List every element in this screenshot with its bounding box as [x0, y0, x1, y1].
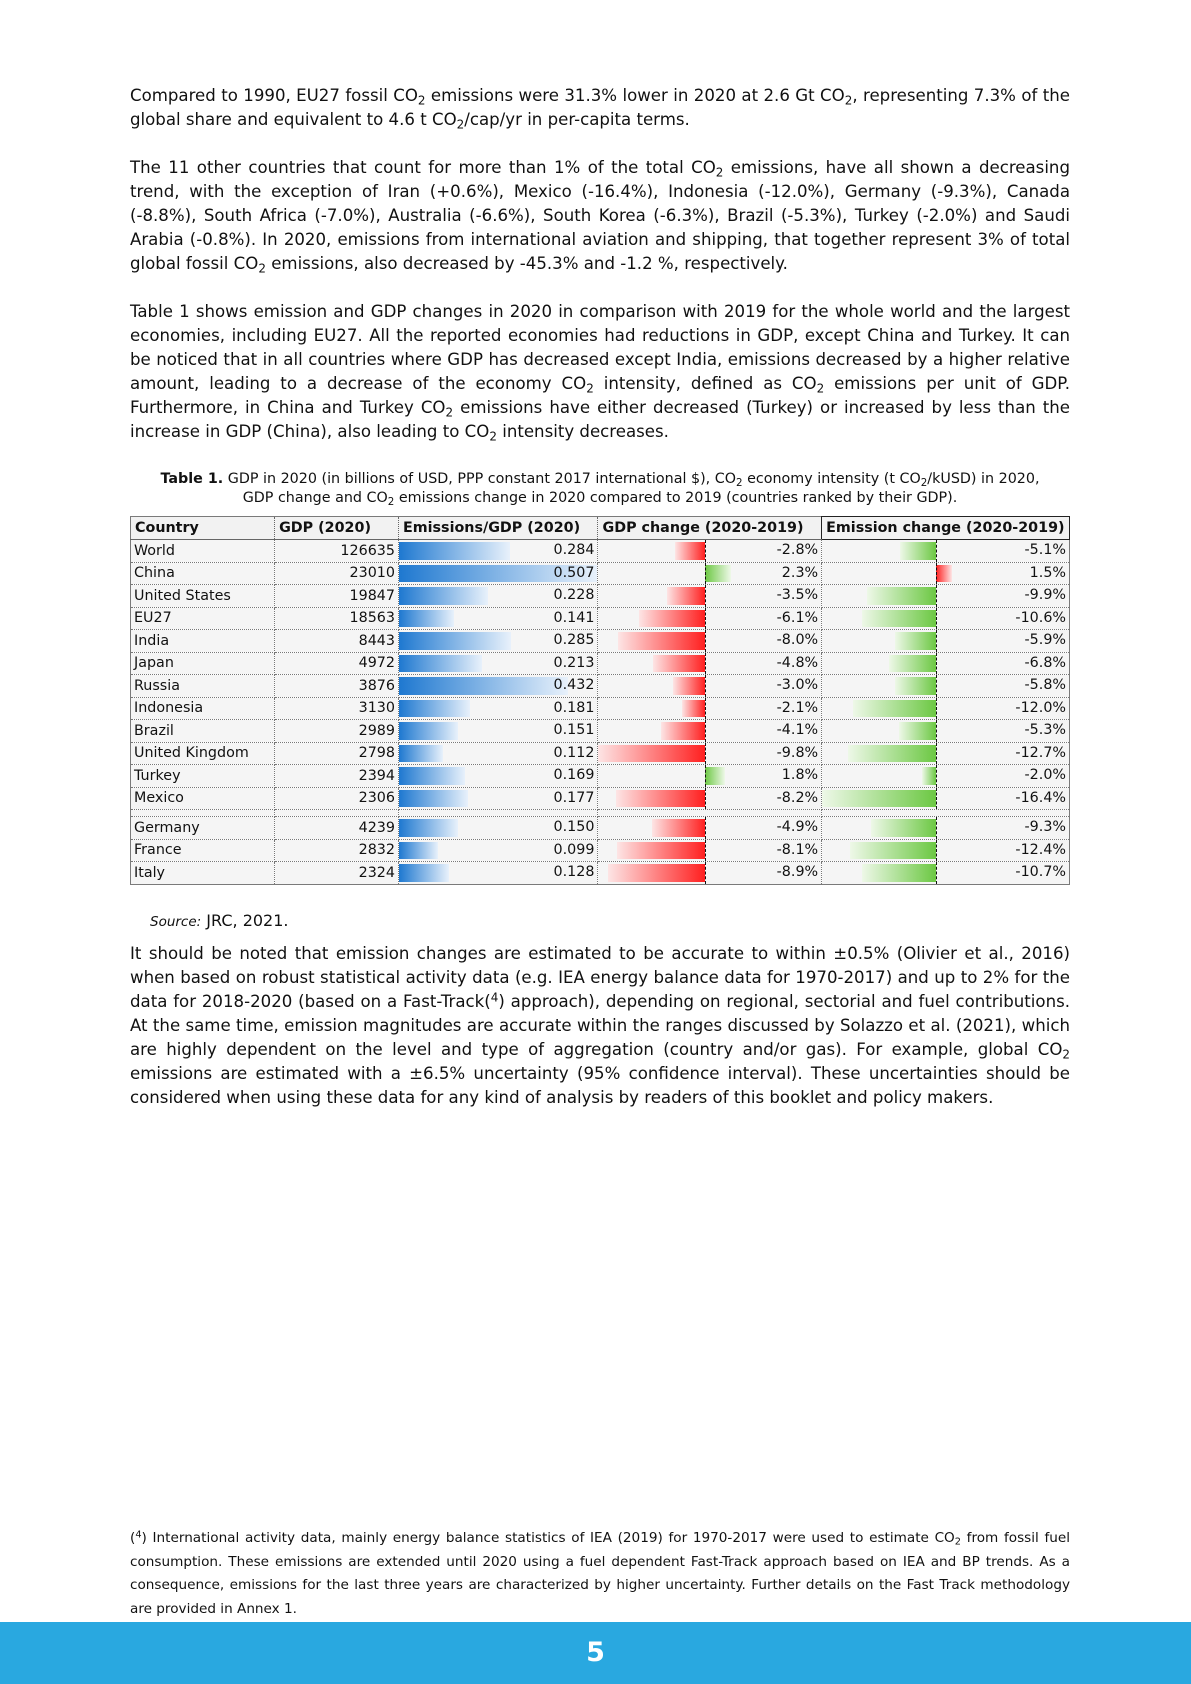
paragraph-2: The 11 other countries that count for more than 1% of the total $CO_2$ emissions, have all shown a decreasing trend, with the exception of Iran (+0.6%), Mexico (-16.4%), Indonesia (-12.0%), Germany (-9.3%), Canada (-8.8%), South Africa (-7.0%), Australia (-6.6%), South Korea (-6.3%), Brazil (-5.3%), Turkey (-2.0%) and Saudi Arabia (-0.8%). In 2020, emissions from international aviation and shipping, that together represent 3% of total global fossil $CO_2$ emissions, also decreased by -45.3% and -1.2 %, respectively.: [130, 158, 1070, 276]
header-gdp: GDP (2020): [275, 517, 399, 540]
cell-gdp: 23010: [275, 562, 399, 585]
table-header-row: [131, 517, 1070, 540]
table-row: [131, 787, 1070, 810]
cell-emission-change: [822, 720, 1070, 743]
cell-gdp-change: [598, 720, 822, 743]
table-row: [131, 585, 1070, 608]
page-number: 5: [586, 1637, 605, 1668]
cell-country: United Kingdom: [131, 742, 275, 765]
cell-country: United States: [131, 585, 275, 608]
header-gdp-change: GDP change (2020-2019): [598, 517, 822, 540]
cell-intensity: [398, 787, 597, 810]
intensity-value: 0.432: [553, 677, 595, 694]
cell-intensity: [398, 585, 597, 608]
cell-emission-change: [822, 742, 1070, 765]
cell-intensity: [398, 839, 597, 862]
cell-gdp-change: [598, 585, 822, 608]
cell-gdp-change: [598, 540, 822, 563]
gdp-change-value: 1.8%: [781, 767, 819, 784]
cell-intensity: [398, 817, 597, 840]
intensity-value: 0.177: [553, 789, 595, 806]
cell-intensity: [398, 742, 597, 765]
gdp-change-value: -4.8%: [776, 654, 819, 671]
cell-gdp-change: [598, 630, 822, 653]
intensity-value: 0.112: [553, 744, 595, 761]
cell-intensity: [398, 675, 597, 698]
emission-change-value: -6.8%: [1024, 654, 1066, 671]
cell-country: Russia: [131, 675, 275, 698]
table-row: [131, 675, 1070, 698]
cell-intensity: [398, 697, 597, 720]
cell-gdp: 3876: [275, 675, 399, 698]
emission-change-value: -16.4%: [1015, 789, 1066, 806]
emission-change-value: -2.0%: [1024, 767, 1066, 784]
emission-change-value: -5.9%: [1024, 632, 1066, 649]
intensity-value: 0.181: [553, 699, 595, 716]
cell-gdp-change: [598, 839, 822, 862]
intensity-value: 0.284: [553, 542, 595, 559]
cell-gdp-change: [598, 562, 822, 585]
cell-country: Italy: [131, 862, 275, 885]
emission-change-value: -10.6%: [1015, 609, 1066, 626]
cell-gdp: 2832: [275, 839, 399, 862]
cell-emission-change: [822, 585, 1070, 608]
cell-country: Indonesia: [131, 697, 275, 720]
cell-gdp: 18563: [275, 607, 399, 630]
cell-gdp-change: [598, 675, 822, 698]
intensity-value: 0.150: [553, 819, 595, 836]
cell-country: France: [131, 839, 275, 862]
page-content: [130, 84, 1070, 1134]
cell-intensity: [398, 652, 597, 675]
cell-emission-change: [822, 540, 1070, 563]
table-source: Source: JRC, 2021.: [150, 910, 289, 930]
cell-country: World: [131, 540, 275, 563]
cell-country: EU27: [131, 607, 275, 630]
table-row: [131, 630, 1070, 653]
table-row: [131, 765, 1070, 788]
gdp-change-value: -8.0%: [776, 632, 819, 649]
emission-change-value: -12.7%: [1015, 744, 1066, 761]
cell-country: Brazil: [131, 720, 275, 743]
cell-gdp: 2324: [275, 862, 399, 885]
emission-change-value: 1.5%: [1029, 564, 1066, 581]
emission-change-value: -10.7%: [1015, 864, 1066, 881]
table-row: [131, 652, 1070, 675]
gdp-change-value: -2.1%: [776, 699, 819, 716]
header-country: Country: [131, 517, 275, 540]
cell-gdp: 2798: [275, 742, 399, 765]
intensity-value: 0.151: [553, 722, 595, 739]
table-row: [131, 817, 1070, 840]
cell-emission-change: [822, 562, 1070, 585]
gdp-change-value: -6.1%: [776, 609, 819, 626]
cell-emission-change: [822, 697, 1070, 720]
cell-emission-change: [822, 652, 1070, 675]
cell-intensity: [398, 765, 597, 788]
gdp-change-value: -9.8%: [776, 744, 819, 761]
table-row: [131, 742, 1070, 765]
footnote: ($^4$) International activity data, mainly energy balance statistics of IEA (2019) for 1970-2017 were used to estimate $CO_2$ from fossil fuel consumption. These emissions are extended until 2020 using a fuel dependent Fast-Track approach based on IEA and BP trends. As a consequence, emissions for the last three years are characterized by higher uncertainty. Further details on the Fast Track methodology are provided in Annex 1.: [130, 1529, 1071, 1617]
cell-emission-change: [822, 607, 1070, 630]
cell-emission-change: [822, 787, 1070, 810]
emission-change-value: -9.3%: [1024, 819, 1066, 836]
cell-gdp-change: [598, 787, 822, 810]
cell-gdp: 2306: [275, 787, 399, 810]
cell-country: Japan: [131, 652, 275, 675]
gdp-change-value: 2.3%: [781, 564, 819, 581]
cell-country: India: [131, 630, 275, 653]
intensity-value: 0.128: [553, 864, 595, 881]
emission-change-value: -9.9%: [1024, 587, 1066, 604]
intensity-value: 0.213: [553, 654, 595, 671]
cell-gdp-change: [598, 607, 822, 630]
emission-change-value: -5.3%: [1024, 722, 1066, 739]
emission-change-value: -12.4%: [1015, 841, 1066, 858]
header-emission-change: Emission change (2020-2019): [822, 517, 1070, 540]
table-caption: Table 1. GDP in 2020 (in billions of USD, PPP constant 2017 international $), $CO_2$ economy intensity (t $CO_2/kUSD$) in 2020, GDP change and $CO_2$ emissions change in 2020 compared to 2019 (countries ranked by their GDP).: [160, 471, 1040, 508]
cell-gdp: 4239: [275, 817, 399, 840]
cell-intensity: [398, 607, 597, 630]
cell-gdp-change: [598, 817, 822, 840]
gdp-change-value: -4.1%: [776, 722, 819, 739]
cell-emission-change: [822, 839, 1070, 862]
cell-emission-change: [822, 675, 1070, 698]
cell-intensity: [398, 720, 597, 743]
cell-intensity: [398, 630, 597, 653]
cell-gdp-change: [598, 765, 822, 788]
gdp-change-value: -4.9%: [776, 819, 819, 836]
cell-emission-change: [822, 862, 1070, 885]
cell-gdp-change: [598, 742, 822, 765]
gdp-change-value: -8.2%: [776, 789, 819, 806]
emission-change-value: -5.1%: [1024, 542, 1066, 559]
intensity-value: 0.507: [553, 564, 595, 581]
table-row: [131, 607, 1070, 630]
gdp-change-value: -8.9%: [776, 864, 819, 881]
table-row: [131, 839, 1070, 862]
cell-gdp: 19847: [275, 585, 399, 608]
cell-gdp: 8443: [275, 630, 399, 653]
emission-change-value: -12.0%: [1015, 699, 1066, 716]
intensity-value: 0.141: [553, 609, 595, 626]
table-row: [131, 540, 1070, 563]
intensity-value: 0.285: [553, 632, 595, 649]
intensity-value: 0.099: [553, 841, 595, 858]
cell-emission-change: [822, 817, 1070, 840]
cell-emission-change: [822, 630, 1070, 653]
table-row: [131, 862, 1070, 885]
cell-country: Germany: [131, 817, 275, 840]
intensity-value: 0.228: [553, 587, 595, 604]
header-intensity: Emissions/GDP (2020): [398, 517, 597, 540]
table-separator: [131, 810, 1070, 817]
table-row: [131, 562, 1070, 585]
cell-emission-change: [822, 765, 1070, 788]
paragraph-3: Table 1 shows emission and GDP changes in 2020 in comparison with 2019 for the whole world and the largest economies, including EU27. All the reported economies had reductions in GDP, except China and Turkey. It can be noticed that in all countries where GDP has decreased except India, emissions decreased by a higher relative amount, leading to a decrease of the economy $CO_2$ intensity, defined as $CO_2$ emissions per unit of GDP. Furthermore, in China and Turkey $CO_2$ emissions have either decreased (Turkey) or increased by less than the increase in GDP (China), also leading to $CO_2$ intensity decreases.: [130, 302, 1071, 444]
cell-gdp: 3130: [275, 697, 399, 720]
table-row: [131, 697, 1070, 720]
cell-intensity: [398, 562, 597, 585]
paragraph-4: It should be noted that emission changes are estimated to be accurate to within ±0.5% (Olivier et al., 2016) when based on robust statistical activity data (e.g. IEA energy balance data for 1970-2017) and up to 2% for the data for 2018-2020 (based on a Fast-Track($^4$) approach), depending on regional, sectorial and fuel contributions. At the same time, emission magnitudes are accurate within the ranges discussed by Solazzo et al. (2021), which are highly dependent on the level and type of aggregation (country and/or gas). For example, global $CO_2$ emissions are estimated with a ±6.5% uncertainty (95% confidence interval). These uncertainties should be considered when using these data for any kind of analysis by readers of this booklet and policy makers.: [130, 943, 1071, 1107]
page-footer: [0, 1622, 1191, 1684]
cell-gdp: 4972: [275, 652, 399, 675]
cell-intensity: [398, 540, 597, 563]
emissions-table: [130, 516, 1070, 885]
cell-country: Turkey: [131, 765, 275, 788]
table-row: [131, 720, 1070, 743]
cell-country: Mexico: [131, 787, 275, 810]
paragraph-1: Compared to 1990, EU27 fossil $CO_2$ emissions were 31.3% lower in 2020 at 2.6 Gt $CO_2$, representing 7.3% of the global share and equivalent to 4.6 t $CO_2/cap/yr$ in per-capita terms.: [130, 86, 1070, 132]
cell-gdp-change: [598, 697, 822, 720]
cell-gdp: 126635: [275, 540, 399, 563]
cell-gdp: 2989: [275, 720, 399, 743]
gdp-change-value: -8.1%: [776, 841, 819, 858]
cell-intensity: [398, 862, 597, 885]
cell-gdp: 2394: [275, 765, 399, 788]
cell-gdp-change: [598, 862, 822, 885]
cell-country: China: [131, 562, 275, 585]
gdp-change-value: -3.0%: [776, 677, 819, 694]
gdp-change-value: -3.5%: [776, 587, 819, 604]
emission-change-value: -5.8%: [1024, 677, 1066, 694]
gdp-change-value: -2.8%: [776, 542, 819, 559]
cell-gdp-change: [598, 652, 822, 675]
intensity-value: 0.169: [553, 767, 595, 784]
